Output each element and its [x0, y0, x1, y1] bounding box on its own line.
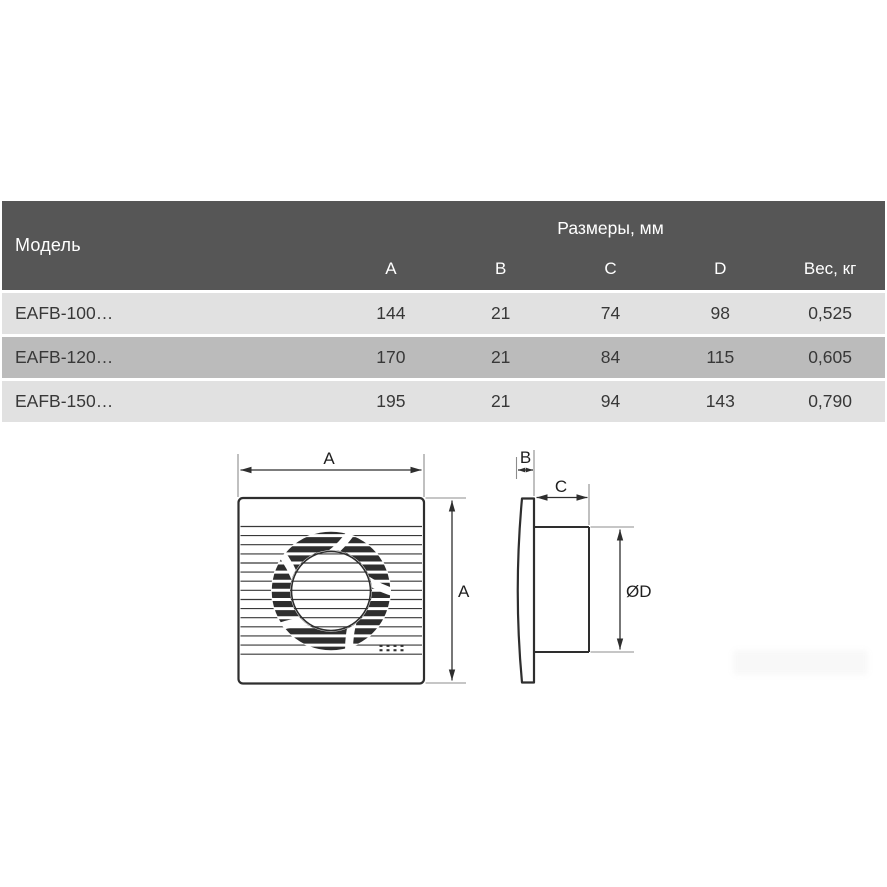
dim-label-duct-length: C — [554, 477, 568, 496]
table-row — [2, 293, 885, 334]
column-headers — [336, 259, 885, 279]
dim-duct-length — [537, 477, 590, 525]
dim-duct-diameter — [591, 527, 652, 652]
front-view — [238, 449, 470, 684]
cell-d: 115 — [706, 347, 735, 367]
cell-c: 84 — [600, 347, 621, 367]
dim-front-height — [426, 498, 471, 683]
dim-label-front-height: A — [458, 582, 470, 601]
col-header-c: C — [604, 259, 617, 278]
col-header-d: D — [714, 259, 727, 278]
cell-a: 144 — [376, 303, 406, 323]
technical-drawing — [205, 443, 670, 738]
side-duct — [535, 527, 589, 652]
dim-label-front-width: A — [323, 449, 335, 468]
cell-c: 94 — [600, 391, 621, 411]
faint-watermark — [733, 650, 868, 675]
dim-label-side-depth: B — [519, 448, 532, 467]
cell-a: 170 — [376, 347, 406, 367]
col-header-weight: Вес, кг — [803, 259, 857, 278]
cell-d: 98 — [710, 303, 731, 323]
cell-b: 21 — [490, 391, 511, 411]
col-header-b: B — [495, 259, 507, 278]
cell-model: EAFB-120… — [15, 347, 114, 367]
spec-table — [2, 201, 885, 422]
dim-side-depth — [517, 448, 535, 496]
model-header: Модель — [15, 235, 81, 255]
side-panel — [518, 499, 534, 683]
cell-weight: 0,525 — [808, 303, 852, 323]
cell-c: 74 — [600, 303, 621, 323]
cell-model: EAFB-100… — [15, 303, 114, 323]
cell-b: 21 — [490, 303, 511, 323]
dim-label-duct-diameter: ØD — [626, 582, 652, 601]
table-header — [2, 201, 885, 290]
table-row — [2, 337, 885, 378]
cell-model: EAFB-150… — [15, 391, 114, 411]
cell-d: 143 — [705, 391, 735, 411]
cell-weight: 0,605 — [808, 347, 852, 367]
side-view — [517, 448, 652, 683]
table-row — [2, 381, 885, 422]
dim-front-width — [238, 449, 424, 497]
col-header-a: A — [385, 259, 397, 278]
cell-b: 21 — [490, 347, 511, 367]
dimensions-group-header: Размеры, мм — [557, 218, 664, 238]
cell-a: 195 — [376, 391, 406, 411]
cell-weight: 0,790 — [808, 391, 852, 411]
